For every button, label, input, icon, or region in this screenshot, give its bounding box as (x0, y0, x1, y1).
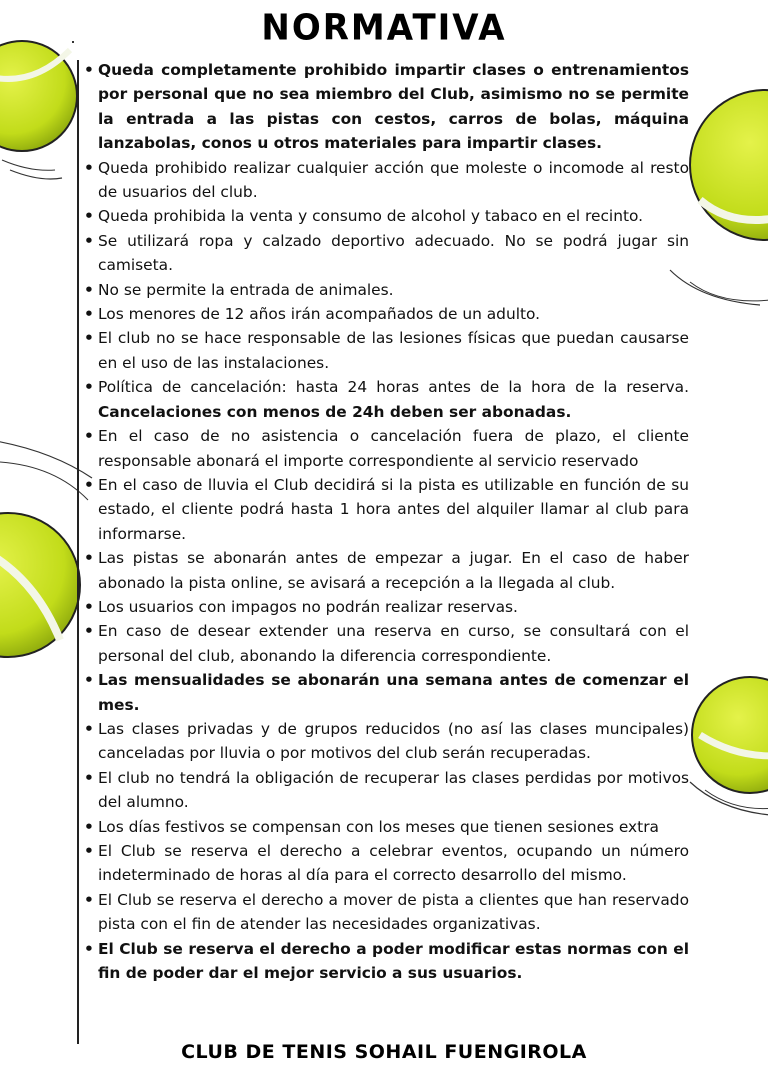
page-title: NORMATIVA (261, 7, 507, 49)
list-item: • Queda prohibida la venta y consumo de alcohol y tabaco en el recinto. (84, 204, 689, 228)
list-item: • Queda prohibido realizar cualquier acción que moleste o incomode al resto de usuarios del club. (84, 156, 689, 205)
rule-text: Política de cancelación: hasta 24 horas antes de la hora de la reserva. (98, 378, 689, 397)
rules-list (84, 58, 689, 985)
list-item: • Queda completamente prohibido impartir clases o entrenamientos por personal que no sea miembro del Club, asimismo no se permite la entrada a las pistas con cestos, carros de bolas, máquina lanzabolas, conos u otros materiales para impartir clases. (84, 58, 689, 156)
rule-emphasis: Cancelaciones con menos de 24h deben ser abonadas. (98, 402, 572, 421)
tennis-ball-icon (680, 70, 768, 310)
list-item: • Se utilizará ropa y calzado deportivo adecuado. No se podrá jugar sin camiseta. (84, 229, 689, 278)
list-item: • El club no se hace responsable de las lesiones físicas que puedan causarse en el uso de las instalaciones. (84, 326, 689, 375)
list-item: • El club no tendrá la obligación de recuperar las clases perdidas por motivos del alumno. (84, 766, 689, 815)
tennis-ball-icon (680, 660, 768, 820)
list-item: • En el caso de lluvia el Club decidirá si la pista es utilizable en función de su estado, el cliente podrá hasta 1 hora antes del alquiler llamar al club para informarse. (84, 473, 689, 546)
list-item: • El Club se reserva el derecho a celebrar eventos, ocupando un número indeterminado de horas al día para el correcto desarrollo del mismo. (84, 839, 689, 888)
list-item: • Los menores de 12 años irán acompañados de un adulto. (84, 302, 689, 326)
list-item: • Los usuarios con impagos no podrán realizar reservas. (84, 595, 689, 619)
list-item: • En caso de desear extender una reserva en curso, se consultará con el personal del club, abonando la diferencia correspondiente. (84, 619, 689, 668)
list-item: • En el caso de no asistencia o cancelación fuera de plazo, el cliente responsable abonará el importe correspondiente al servicio reservado (84, 424, 689, 473)
tennis-ball-icon (0, 36, 82, 186)
list-item (84, 375, 689, 424)
list-item: • Los días festivos se compensan con los meses que tienen sesiones extra (84, 815, 689, 839)
list-item: • El Club se reserva el derecho a poder modificar estas normas con el fin de poder dar el mejor servicio a sus usuarios. (84, 937, 689, 986)
vertical-rule (77, 60, 79, 1044)
club-name-footer: CLUB DE TENIS SOHAIL FUENGIROLA (181, 1041, 587, 1063)
list-item: • Las pistas se abonarán antes de empezar a jugar. En el caso de haber abonado la pista online, se avisará a recepción a la llegada al club. (84, 546, 689, 595)
list-item: • No se permite la entrada de animales. (84, 278, 689, 302)
list-item: • Las mensualidades se abonarán una semana antes de comenzar el mes. (84, 668, 689, 717)
list-item: • El Club se reserva el derecho a mover de pista a clientes que han reservado pista con el fin de atender las necesidades organizativas. (84, 888, 689, 937)
list-item: • Las clases privadas y de grupos reducidos (no así las clases muncipales) canceladas por lluvia o por motivos del club serán recuperadas. (84, 717, 689, 766)
